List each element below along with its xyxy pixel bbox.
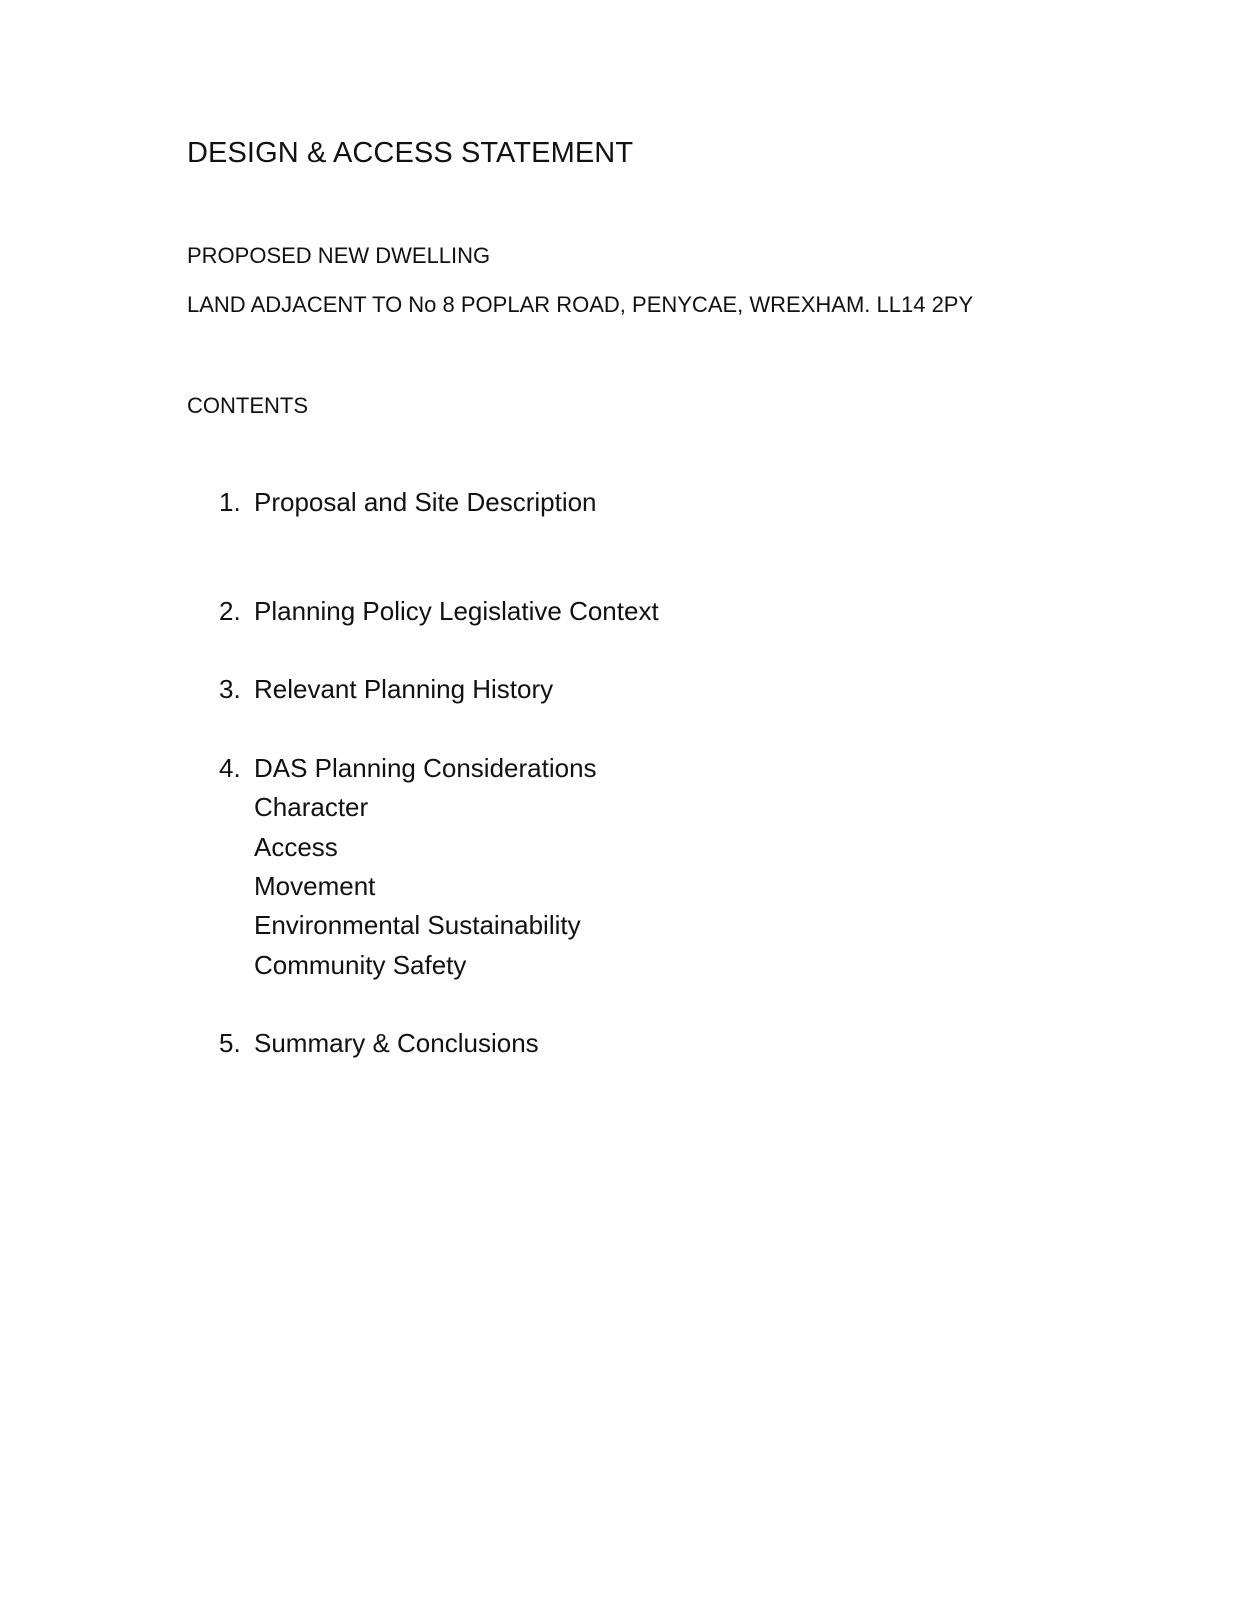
toc-item-number: 2. (219, 596, 241, 626)
toc-item-1 (219, 487, 597, 518)
toc-item-number: 1. (219, 487, 241, 517)
site-address: LAND ADJACENT TO No 8 POPLAR ROAD, PENYCAE, WREXHAM. LL14 2PY (187, 292, 974, 317)
document-title: DESIGN & ACCESS STATEMENT (187, 137, 634, 169)
toc-subitem-community-safety: Community Safety (254, 950, 467, 980)
toc-subitem-movement: Movement (254, 871, 376, 901)
toc-item-5 (219, 1028, 539, 1059)
toc-item-number: 4. (219, 753, 241, 783)
toc-item-number: 3. (219, 674, 241, 704)
toc-item-label: DAS Planning Considerations (254, 753, 597, 783)
toc-item-4 (219, 753, 597, 784)
toc-item-3 (219, 674, 553, 705)
toc-subitem-character: Character (254, 792, 369, 822)
toc-item-number: 5. (219, 1028, 241, 1058)
proposal-heading: PROPOSED NEW DWELLING (187, 243, 491, 268)
toc-subitem-access: Access (254, 832, 338, 862)
toc-item-2 (219, 596, 659, 627)
toc-subitem-environmental-sustainability: Environmental Sustainability (254, 910, 581, 940)
toc-item-label: Summary & Conclusions (254, 1028, 539, 1058)
toc-item-label: Relevant Planning History (254, 674, 554, 704)
toc-item-label: Proposal and Site Description (254, 487, 597, 517)
toc-item-label: Planning Policy Legislative Context (254, 596, 659, 626)
contents-heading: CONTENTS (187, 393, 308, 418)
